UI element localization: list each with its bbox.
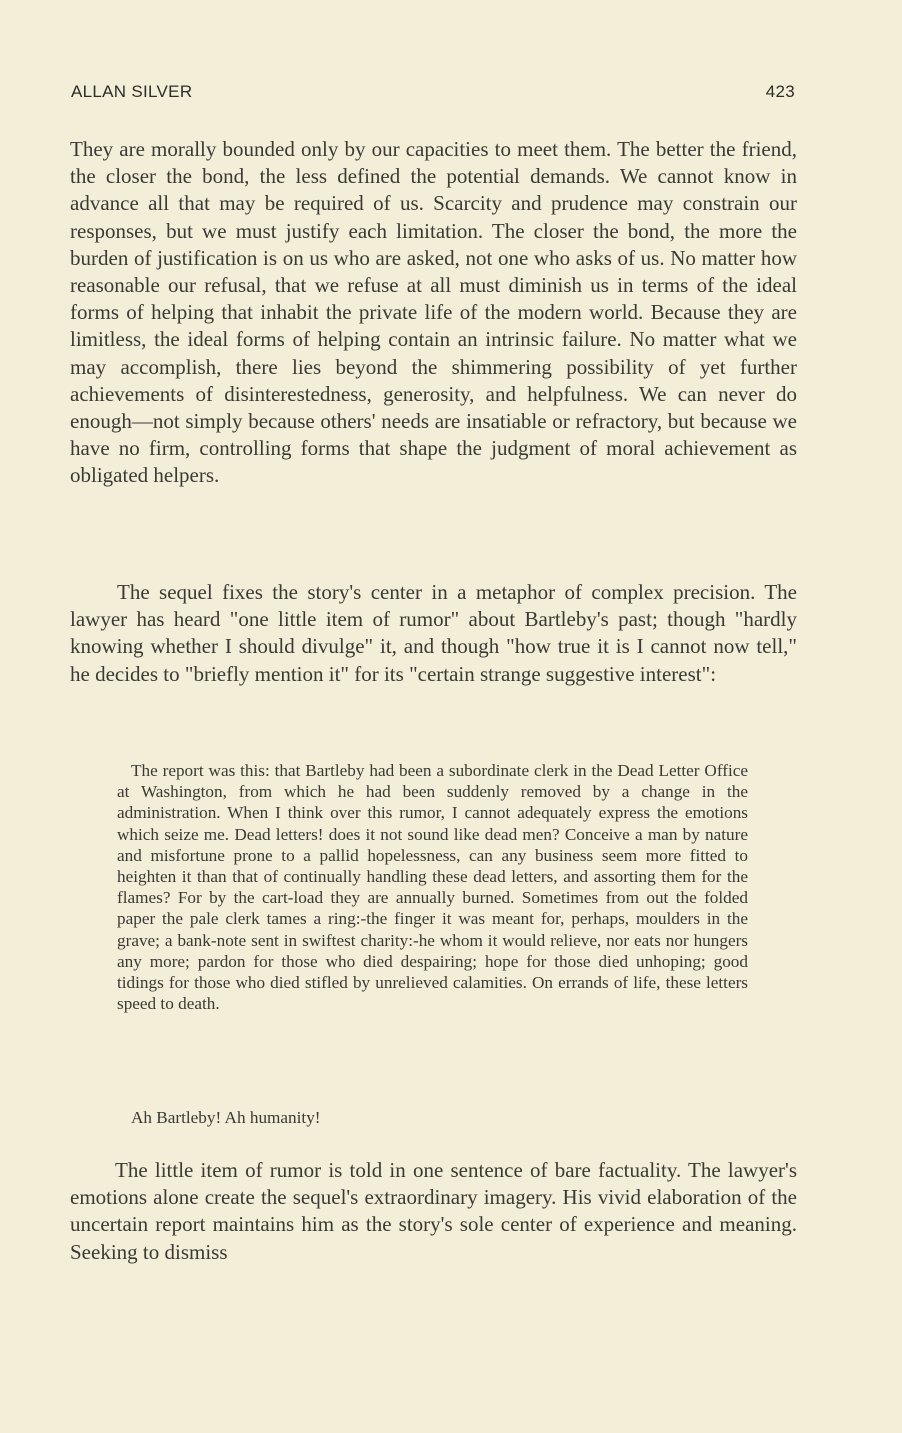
block-quote-closing-line: Ah Bartleby! Ah humanity! <box>131 1108 321 1127</box>
body-paragraph-2: The sequel fixes the story's center in a metaphor of complex precision. The lawyer has heard "one little item of rumor" about Bartleby's past; though "hardly knowing whether I should divulge" it, and though "how true it is I cannot now tell," he decides to "briefly mention it" for its "certain strange suggestive interest": <box>70 580 797 686</box>
page-number: 423 <box>765 82 795 101</box>
running-head-author: ALLAN SILVER <box>71 82 193 101</box>
body-paragraph-3: The little item of rumor is told in one sentence of bare factuality. The lawyer's emotions alone create the sequel's extraordinary imagery. His vivid elaboration of the uncertain report maintains him as the story's sole center of experience and meaning. Seeking to dismiss <box>70 1158 797 1264</box>
block-quote <box>117 760 748 1014</box>
block-quote-text: The report was this: that Bartleby had been a subordinate clerk in the Dead Letter Office at Washington, from which he had been suddenly removed by a change in the administration. When I think over this rumor, I cannot adequately express the emotions which seize me. Dead letters! does it not sound like dead men? Conceive a man by nature and misfortune prone to a pallid hopelessness, can any business seem more fitted to heighten it than that of continually handling these dead letters, and assorting them for the flames? For by the cart-load they are annually burned. Sometimes from out the folded paper the pale clerk tames a ring:-the finger it was meant for, perhaps, moulders in the grave; a bank-note sent in swiftest charity:-he whom it would relieve, nor eats nor hungers any more; pardon for those who died despairing; hope for those died unhoping; good tidings for those who died stifled by unrelieved calamities. On errands of life, these letters speed to death. <box>117 761 748 1014</box>
body-paragraph-1: They are morally bounded only by our capacities to meet them. The better the friend, the closer the bond, the less defined the potential demands. We cannot know in advance all that may be required of us. Scarcity and prudence may constrain our responses, but we must justify each limitation. The closer the bond, the more the burden of justification is on us who are asked, not one who asks of us. No matter how reasonable our refusal, that we refuse at all must diminish us in terms of the ideal forms of helping that inhabit the private life of the modern world. Because they are limitless, the ideal forms of helping contain an intrinsic failure. No matter what we may accomplish, there lies beyond the shimmering possibility of yet further achievements of disinterestedness, generosity, and helpfulness. We can never do enough—not simply because others' needs are insatiable or refractory, but because we have no firm, controlling forms that shape the judgment of moral achievement as obligated helpers. <box>70 137 797 488</box>
